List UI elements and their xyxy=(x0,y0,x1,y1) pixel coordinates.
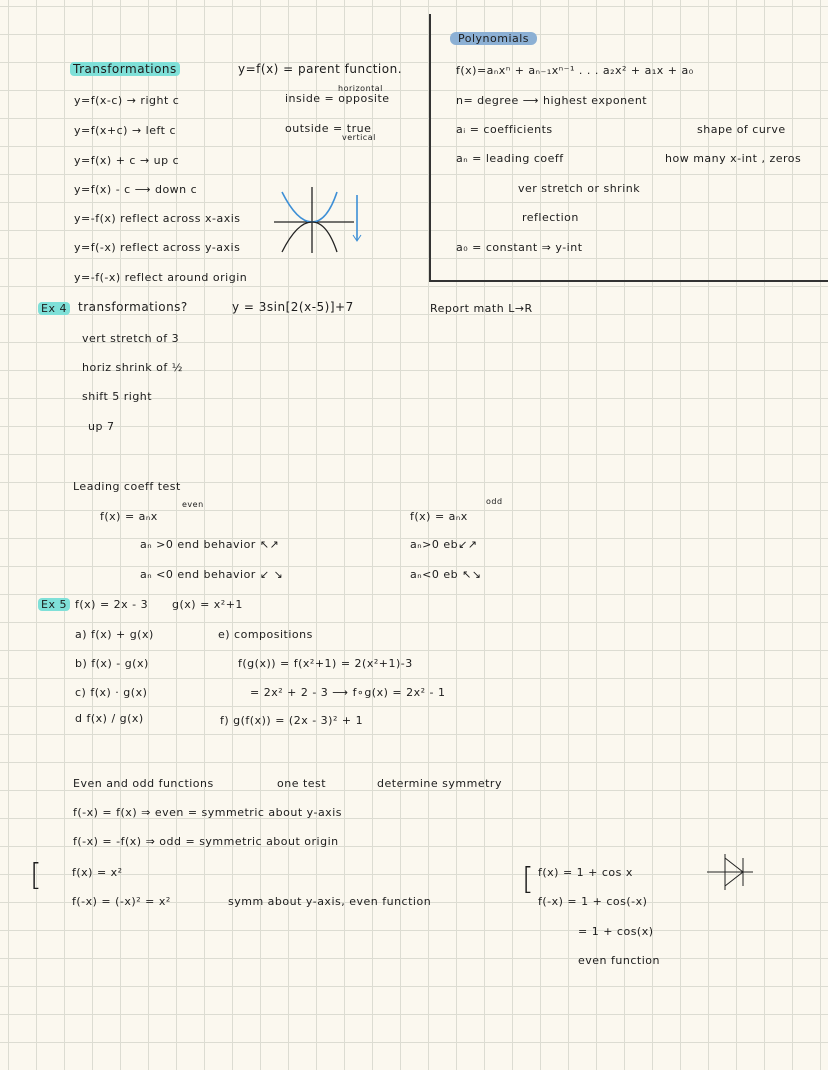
degree: n= degree ⟶ highest exponent xyxy=(456,94,648,107)
even-rule: f(-x) = f(x) ⇒ even = symmetric about y-axis xyxy=(73,806,342,819)
reflection-graph-icon xyxy=(272,185,362,255)
rule: y=f(x+c) → left c xyxy=(74,124,177,137)
one-test: one test xyxy=(277,777,327,790)
zeros-note: how many x-int , zeros xyxy=(665,152,802,165)
parent-function: y=f(x) = parent function. xyxy=(238,62,403,76)
ex1-c: symm about y-axis, even function xyxy=(228,895,432,908)
ex2-b: f(-x) = 1 + cos(-x) xyxy=(538,895,648,908)
odd-rule: f(-x) = -f(x) ⇒ odd = symmetric about origin xyxy=(73,835,339,848)
horizontal-note: horizontal xyxy=(338,84,383,93)
ex1-a: f(x) = x² xyxy=(72,866,123,879)
composition-f: f) g(f(x)) = (2x - 3)² + 1 xyxy=(220,714,364,727)
determine-symmetry: determine symmetry xyxy=(377,777,502,790)
ex4-answer: shift 5 right xyxy=(82,390,153,403)
compositions-title: e) compositions xyxy=(218,628,313,641)
transformations-title: Transformations xyxy=(70,62,180,76)
ex4-question: transformations? xyxy=(78,300,188,314)
odd-pos: aₙ>0 eb↙↗ xyxy=(410,538,478,551)
odd-fn: f(x) = aₙx xyxy=(410,510,468,523)
ex5-part: b) f(x) - g(x) xyxy=(75,657,149,670)
rule: y=-f(-x) reflect around origin xyxy=(74,271,248,284)
bracket: [ xyxy=(522,862,535,897)
composition-line: = 2x² + 2 - 3 ⟶ f∘g(x) = 2x² - 1 xyxy=(250,686,446,699)
coefficients: aᵢ = coefficients xyxy=(456,123,553,136)
composition-line: f(g(x)) = f(x²+1) = 2(x²+1)-3 xyxy=(238,657,413,670)
even-pos: aₙ >0 end behavior ↖↗ xyxy=(140,538,280,551)
ex2-d: even function xyxy=(578,954,660,967)
even-label: even xyxy=(182,500,204,509)
even-fn: f(x) = aₙx xyxy=(100,510,158,523)
ex4-answer: vert stretch of 3 xyxy=(82,332,180,345)
bracket: [ xyxy=(30,858,43,893)
odd-neg: aₙ<0 eb ↖↘ xyxy=(410,568,482,581)
leading-test-title: Leading coeff test xyxy=(73,480,181,493)
vertical-note: vertical xyxy=(342,133,376,142)
rule: y=f(x) + c → up c xyxy=(74,154,180,167)
ex5-part: a) f(x) + g(x) xyxy=(75,628,154,641)
reflection-note: reflection xyxy=(522,211,579,224)
odd-label: odd xyxy=(486,497,503,506)
ex5-part: c) f(x) · g(x) xyxy=(75,686,148,699)
ex4-answer: horiz shrink of ½ xyxy=(82,361,183,374)
polynomials-title: Polynomials xyxy=(450,32,537,45)
ex5-g: g(x) = x²+1 xyxy=(172,598,243,611)
ex4-equation: y = 3sin[2(x-5)]+7 xyxy=(232,300,354,314)
rule: y=f(x-c) → right c xyxy=(74,94,180,107)
symmetry-sketch-icon xyxy=(705,852,755,892)
ex4-label: Ex 4 xyxy=(38,302,70,315)
rule: y=f(x) - c ⟶ down c xyxy=(74,183,198,196)
shape-note: shape of curve xyxy=(697,123,786,136)
ex5-label: Ex 5 xyxy=(38,598,70,611)
stretch-note: ver stretch or shrink xyxy=(518,182,641,195)
leading-coeff: aₙ = leading coeff xyxy=(456,152,564,165)
ex5-f: f(x) = 2x - 3 xyxy=(75,598,149,611)
ex1-b: f(-x) = (-x)² = x² xyxy=(72,895,171,908)
ex2-a: f(x) = 1 + cos x xyxy=(538,866,633,879)
ex2-c: = 1 + cos(x) xyxy=(578,925,654,938)
report-note: Report math L→R xyxy=(430,302,533,315)
ex5-part: d f(x) / g(x) xyxy=(75,712,144,725)
constant: a₀ = constant ⇒ y-int xyxy=(456,241,583,254)
even-neg: aₙ <0 end behavior ↙ ↘ xyxy=(140,568,284,581)
outside-note: outside = true xyxy=(285,122,372,135)
rule: y=f(-x) reflect across y-axis xyxy=(74,241,241,254)
ex4-answer: up 7 xyxy=(88,420,115,433)
even-odd-title: Even and odd functions xyxy=(73,777,214,790)
rule: y=-f(x) reflect across x-axis xyxy=(74,212,241,225)
poly-formula: f(x)=aₙxⁿ + aₙ₋₁xⁿ⁻¹ . . . a₂x² + a₁x + a₀ xyxy=(456,64,694,77)
inside-note: inside = opposite xyxy=(285,92,390,105)
